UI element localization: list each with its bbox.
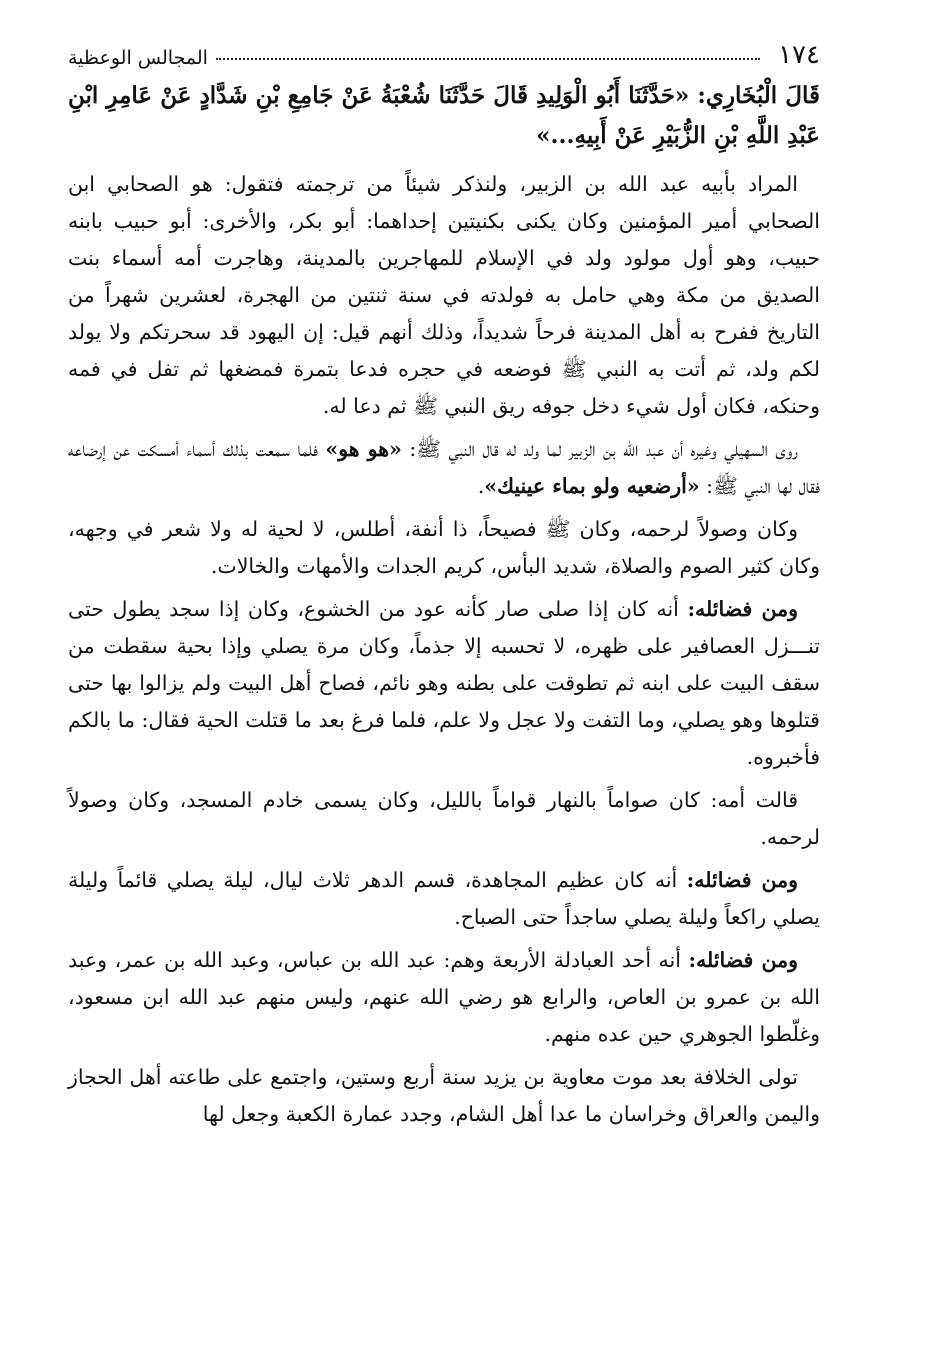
quote-bold: «هو هو» [325, 437, 402, 461]
header-dotted-rule [216, 58, 760, 60]
paragraph-text: وكان وصولاً لرحمه، وكان ﷺ فصيحاً، ذا أنفة، أطلس، لا لحية له ولا شعر في وجهه، وكان كثير الصوم والصلاة، شديد البأس، كريم الجدات والأمهات والخالات. [68, 517, 820, 578]
hadith-lead: قَالَ الْبُخَارِي: [697, 82, 821, 109]
document-page [68, 30, 820, 1330]
paragraph-caliphate [68, 1059, 820, 1133]
paragraph-virtue-1 [68, 591, 820, 776]
paragraph-text: تولى الخلافة بعد موت معاوية بن يزيد سنة أربع وستين، واجتمع على طاعته أهل الحجاز واليمن والعراق وخراسان ما عدا أهل الشام، وجدد عمارة الكعبة وجعل لها [68, 1065, 820, 1126]
paragraph-mother [68, 782, 820, 856]
paragraph-text: روى السهيلي وغيره أن عبد الله بن الزبير لما ولد له قال النبي ﷺ: [401, 437, 798, 461]
paragraph-virtue-3 [68, 942, 820, 1053]
page-header [68, 30, 820, 68]
paragraph-text: أنه أحد العبادلة الأربعة وهم: عبد الله بن عباس، وعبد الله بن عمر، وعبد الله بن عمرو بن العاص، والرابع هو رضي الله عنهم، وليس منهم عبد الله ابن مسعود، وغلّطوا الجوهري حين عده منهم. [68, 948, 820, 1046]
paragraph-text: . [477, 474, 485, 498]
paragraph-traits [68, 511, 820, 585]
hadith-block [68, 76, 820, 156]
page-number: ١٧٤ [778, 40, 820, 70]
paragraph-text: فلما سمعت بذلك أسماء أمسكت عن إرضاعه فقال لها النبي ﷺ: [68, 437, 820, 498]
virtue-heading: ومن فضائله: [686, 868, 799, 892]
paragraph-text: قالت أمه: كان صواماً بالنهار قواماً بالليل، وكان يسمى خادم المسجد، وكان وصولاً لرحمه. [68, 788, 820, 849]
hadith-text: «حَدَّثَنَا أَبُو الْوَلِيدِ قَالَ حَدَّثَنَا شُعْبَةُ عَنْ جَامِعِ بْنِ شَدَّادٍ عَنْ عَامِرِ ابْنِ عَبْدِ اللَّهِ بْنِ الزُّبَيْرِ عَنْ أَبِيهِ...» [68, 82, 820, 149]
paragraph-text: المراد بأبيه عبد الله بن الزبير، ولنذكر شيئاً من ترجمته فتقول: هو الصحابي ابن الصحابي أمير المؤمنين وكان يكنى بكنيتين إحداهما: أبو بكر، والأخرى: أبو حبيب بابنه حبيب، وهو أول مولود ولد في الإسلام للمهاجرين بالمدينة، وهاجرت أمه أسماء بنت الصديق من مكة وهي حامل به فولدته في سنة ثنتين من الهجرة، لعشرين شهراً من التاريخ ففرح به أهل المدينة فرحاً شديداً، وذلك أنهم قيل: إن اليهود قد سحرتكم ولا يولد لكم ولد، ثم أتت به النبي ﷺ فوضعه في حجره فدعا بتمرة فمضغها ثم تفل في فمه وحنكه، فكان أول شيء دخل جوفه ريق النبي ﷺ ثم دعا له. [68, 172, 820, 418]
running-title: المجالس الوعظية [68, 47, 208, 69]
paragraph-text: أنه كان إذا صلى صار كأنه عود من الخشوع، وكان إذا سجد يطول حتى تنـــزل العصافير على ظهره، لا تحسبه إلا جذماً، وكان مرة يصلي وإذا بحية سقطت من سقف البيت على ابنه ثم تطوقت على بطنه وهو نائم، فصاح أهل البيت ولم يزالوا بها حتى قتلوها وهو يصلي، وما التفت ولا عجل ولا علم، فلما فرغ بعد ما قتلت الحية فقال: ما بالكم فأخبروه. [68, 597, 820, 769]
paragraph-virtue-2 [68, 862, 820, 936]
paragraph-text: أنه كان عظيم المجاهدة، قسم الدهر ثلاث ليال، ليلة يصلي قائماً وليلة يصلي راكعاً وليلة يصلي ساجداً حتى الصباح. [68, 868, 820, 929]
virtue-heading: ومن فضائله: [687, 597, 798, 621]
paragraph-suhaili [68, 431, 820, 505]
paragraph-biography [68, 166, 820, 425]
virtue-heading: ومن فضائله: [688, 948, 798, 972]
quote-bold: «أرضعيه ولو بماء عينيك» [484, 474, 700, 498]
